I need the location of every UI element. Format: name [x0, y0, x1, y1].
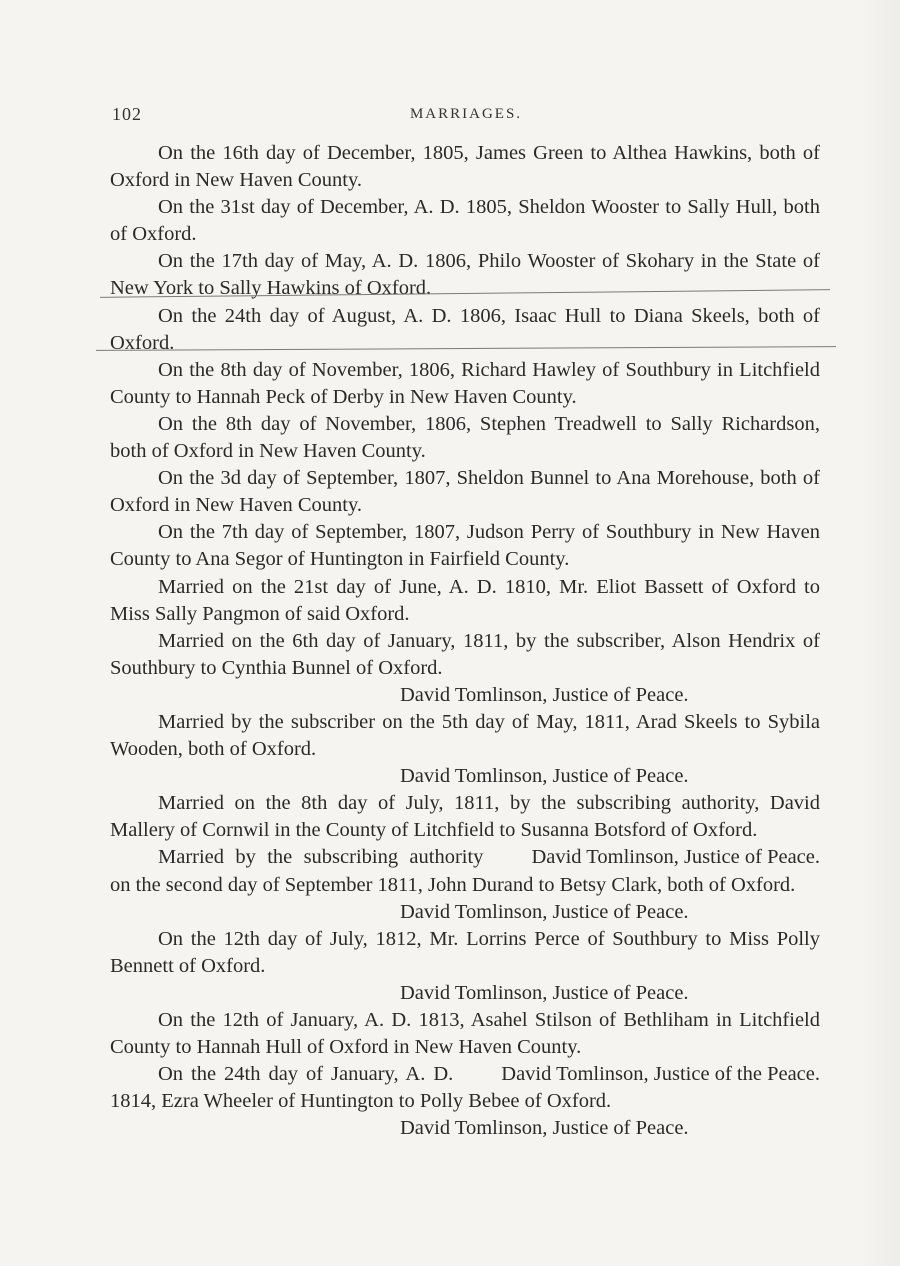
marriage-entry-15 [110, 1007, 820, 1086]
justice-signature: David Tomlinson, Justice of Peace. [400, 900, 689, 923]
marriage-entry-13: Married by the subscribing authority on the second day of September 1811, John Durand to Betsy Clark, both of Oxford. [110, 846, 796, 896]
justice-signature: David Tomlinson, Justice of Peace. [400, 981, 689, 1004]
justice-signature: David Tomlinson, Justice of Peace. [400, 1117, 689, 1140]
page-number: 102 [112, 104, 142, 124]
marriage-entry-16: On the 24th day of January, A. D. 1814, Ezra Wheeler of Huntington to Polly Bebee of Oxford. [110, 1063, 612, 1113]
justice-signature: David Tomlinson, Justice of Peace. [400, 683, 689, 706]
marriage-entry-12 [110, 790, 820, 869]
marriage-entry-2: On the 31st day of December, A. D. 1805, Sheldon Wooster to Sally Hull, both of Oxford. [110, 196, 820, 246]
page-edge-shadow [860, 0, 900, 1266]
marriage-entry-4: On the 24th day of August, A. D. 1806, Isaac Hull to Diana Skeels, both of Oxford. [110, 304, 820, 354]
page-header [112, 104, 820, 130]
marriage-entry-3: On the 17th day of May, A. D. 1806, Philo Wooster of Skohary in the State of New York to Sally Hawkins of Oxford. [110, 250, 820, 300]
marriage-entry-5: On the 8th day of November, 1806, Richard Hawley of Southbury in Litchfield County to Hannah Peck of Derby in New Haven County. [110, 358, 820, 408]
justice-signature: David Tomlinson, Justice of the Peace. [501, 1063, 820, 1086]
running-head: MARRIAGES. [409, 106, 523, 122]
marriage-entry-7: On the 3d day of September, 1807, Sheldon Bunnel to Ana Morehouse, both of Oxford in New Haven County. [110, 467, 820, 517]
marriage-entry-1: On the 16th day of December, 1805, James Green to Althea Hawkins, both of Oxford in New Haven County. [110, 142, 820, 192]
marriage-entry-11: Married by the subscriber on the 5th day of May, 1811, Arad Skeels to Sybila Wooden, both of Oxford. [110, 710, 820, 761]
marriage-entry-6: On the 8th day of November, 1806, Stephen Treadwell to Sally Richardson, both of Oxford in New Haven County. [110, 412, 820, 463]
marriage-entry-10: Married on the 6th day of January, 1811, by the subscriber, Alson Hendrix of Southbury to Cynthia Bunnel of Oxford. [110, 629, 820, 679]
marriage-entry-text: On the 12th of January, A. D. 1813, Asahel Stilson of Bethliham in Litchfield County to Hannah Hull of Oxford in New Haven County. [110, 1009, 820, 1059]
marriage-entry-9: Married on the 21st day of June, A. D. 1810, Mr. Eliot Bassett of Oxford to Miss Sally Pangmon of said Oxford. [110, 575, 820, 625]
marriage-entry-14: On the 12th day of July, 1812, Mr. Lorrins Perce of Southbury to Miss Polly Bennett of Oxford. [110, 927, 820, 977]
justice-signature: David Tomlinson, Justice of Peace. [400, 765, 689, 788]
justice-signature: David Tomlinson, Justice of Peace. [531, 846, 820, 869]
marriage-entry-8: On the 7th day of September, 1807, Judson Perry of Southbury in New Haven County to Ana Segor of Huntington in Fairfield County. [110, 521, 820, 571]
marriage-entry-text: Married on the 8th day of July, 1811, by the subscribing authority, David Mallery of Cornwil in the County of Litchfield to Susanna Botsford of Oxford. [110, 792, 820, 842]
